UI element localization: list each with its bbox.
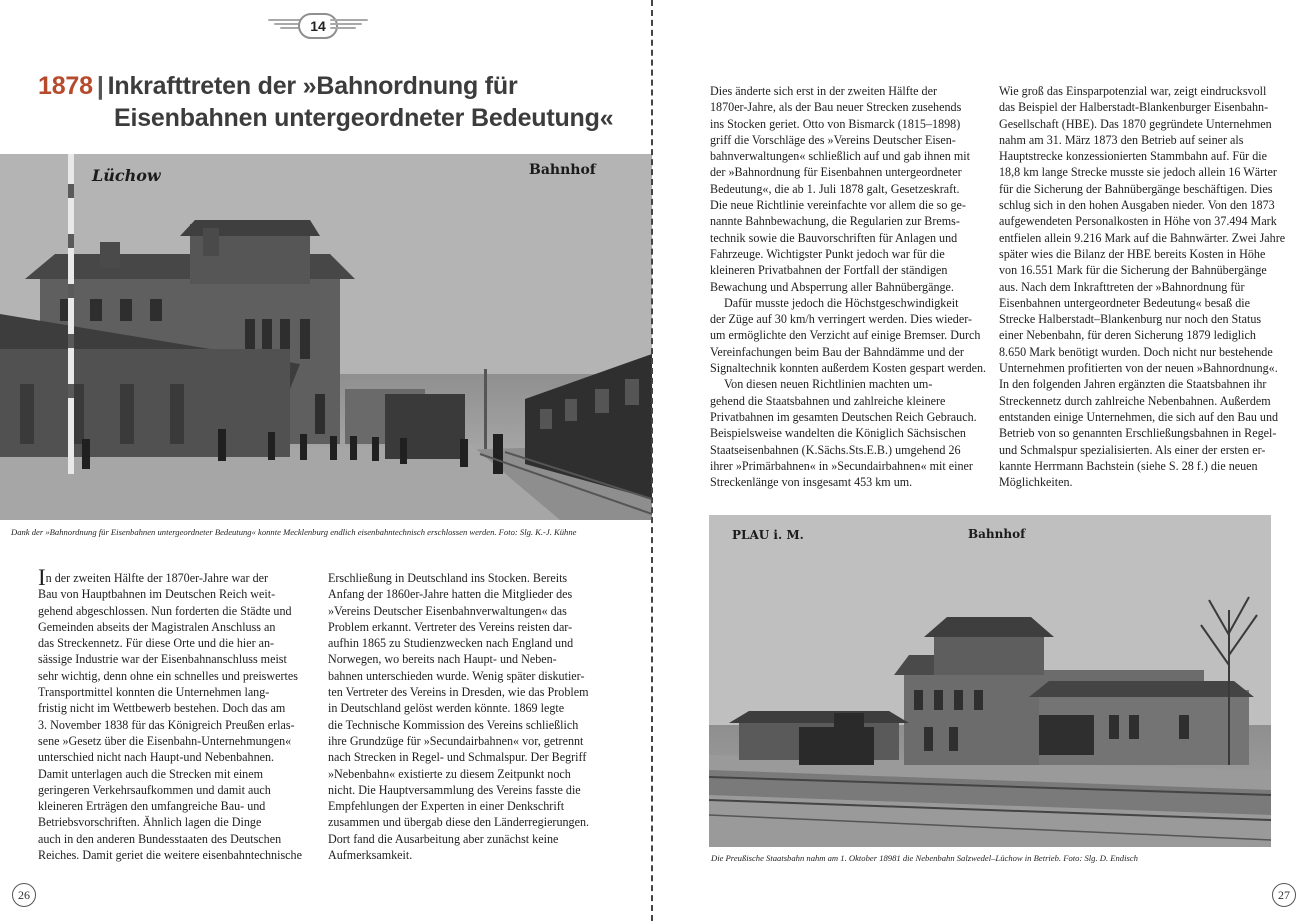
text-line: kleineren Erträgen den umfangreiche Bau- und: [38, 799, 266, 814]
chapter-number: 14: [298, 13, 338, 39]
text-line: Erschließung in Deutschland ins Stocken. Bereits: [328, 571, 568, 585]
text-line: von 16.551 Mark für die Sicherung der Bahnübergänge: [999, 263, 1267, 278]
text-line: auch in den anderen Bundesstaaten des Deutschen: [38, 831, 282, 846]
text-line: nicht. Die Hauptversammlung des Vereins fasste die: [328, 782, 581, 797]
text-line: fristig nicht im Wettbewerb bestehen. Doch das am: [38, 701, 286, 716]
text-line: bahnen unterschieden wurde. Wenig später diskutier-: [328, 668, 585, 683]
chapter-badge: [268, 13, 368, 41]
text-line: bahnverwaltungen« schließlich auf und gab ihnen mit: [710, 149, 970, 164]
text-line: Dafür musste jedoch die Höchstgeschwindigkeit: [724, 295, 959, 310]
text-line: um ermöglichte den Verzicht auf einige Bremser. Durch: [710, 328, 981, 343]
text-line: das Beispiel der Halberstadt-Blankenburger Eisenbahn-: [999, 100, 1269, 115]
photo-plau-station: [709, 515, 1271, 847]
text-line: nannte Bahnbewachung, die Regularien zur Brems-: [710, 214, 960, 229]
text-line: entstanden einige Unternehmen, die sich auf den Bau und: [999, 409, 1279, 424]
text-line: Eisenbahnen untergeordneter Bedeutung« besaß die: [999, 295, 1250, 310]
photo2-town-label: PLAU i. M.: [732, 528, 804, 542]
text-line: 8.650 Mark benötigt wurden. Doch nicht nur bestehende: [999, 344, 1273, 359]
text-line: Bau von Hauptbahnen im Deutschen Reich weit-: [38, 587, 276, 602]
text-line: »Nebenbahn« existierte zu diesem Zeitpunkt noch: [328, 766, 571, 781]
text-line: Streckenlänge von insgesamt 453 km um.: [710, 475, 913, 490]
text-line: ins Stocken geriet. Otto von Bismarck (1815–1898): [710, 116, 961, 131]
text-line: aufgewendeten Personalkosten in Höhe von 37.494 Mark: [999, 214, 1277, 229]
text-line: Dort fand die Ausarbeitung aber zunächst keine: [328, 831, 559, 846]
text-line: Hauptstrecke konzessionierten Stammbahn auf. Für die: [999, 149, 1268, 164]
text-line: kleineren Privatbahnen der Fortfall der ständigen: [710, 263, 948, 278]
photo2-caption: Die Preußische Staatsbahn nahm am 1. Oktober 18981 die Nebenbahn Salzwedel–Lüchow in Betrieb. Foto: Slg. D. Endisch: [711, 853, 1138, 863]
text-line: Fahrzeuge. Wichtigster Punkt jedoch war für die: [710, 246, 945, 261]
text-line: ihre Grundzüge für »Secundairbahnen« vor, getrennt: [328, 733, 584, 748]
right-column-1: [710, 83, 987, 490]
text-line: Von diesen neuen Richtlinien machten um-: [724, 377, 933, 392]
wing-right-icon: [330, 19, 368, 33]
photo1-caption: Dank der »Bahnordnung für Eisenbahnen untergeordneter Bedeutung« konnte Mecklenburg endlich eisenbahntechnisch erschlossen werden. Foto: Slg. K.-J. Kühne: [11, 527, 577, 537]
text-line: Bewachung und Absperrung aller Bahnübergänge.: [710, 279, 954, 294]
text-line: die Technische Kommission des Vereins schließlich: [328, 717, 579, 732]
text-line: unterschied nicht nach Haupt-und Nebenbahnen.: [38, 750, 275, 765]
left-col2-paragraph: [328, 570, 608, 863]
text-line: schlug sich in den hohen Ausgaben nieder. Von den 1873: [999, 198, 1275, 213]
page-number-left: 26: [12, 883, 36, 907]
text-line: sehr wichtig, denn ohne ein schnelles und preiswertes: [38, 668, 298, 683]
text-line: und Schmalspur spezialisierten. Als einer der ersten er-: [999, 442, 1266, 457]
text-line: in Deutschland gelöst werden könnte. 1869 legte: [328, 701, 565, 716]
text-line: für die Sicherung der Bahnübergänge beschäftigen. Dies: [999, 181, 1273, 196]
text-line: Betrieb von so genannten Erschließungsbahnen in Regel-: [999, 426, 1277, 441]
headline-line1: Inkrafttreten der »Bahnordnung für: [107, 72, 518, 100]
text-line: 18,8 km lange Strecke musste sie jedoch allein 16 Wärter: [999, 165, 1277, 180]
text-line: ten Vertreter des Vereins in Dresden, wie das Problem: [328, 685, 589, 700]
text-line: Strecke Halberstadt–Blankenburg nur noch den Status: [999, 312, 1262, 327]
text-line: 3. November 1838 für das Königreich Preußen erlas-: [38, 717, 295, 732]
headline-year: 1878: [38, 72, 93, 100]
text-line: gehend die Staatsbahnen und zahlreiche kleinere: [710, 393, 946, 408]
text-line: sene »Gesetz über die Eisenbahn-Unternehmungen«: [38, 733, 292, 748]
text-line: Transportmittel konnten die Unternehmen lang-: [38, 685, 270, 700]
text-line: der »Bahnordnung für Eisenbahnen untergeordneter: [710, 165, 962, 180]
left-column-2: [328, 570, 608, 863]
text-line: Problem erkannt. Vertreter des Vereins reisten dar-: [328, 619, 573, 634]
photo1-station-label: Bahnhof: [529, 162, 596, 178]
text-line: Norwegen, wo bereits nach Haupt- und Neben-: [328, 652, 557, 667]
text-line: einer Nebenbahn, für deren Sicherung 1879 lediglich: [999, 328, 1256, 343]
text-line: Empfehlungen der Experten in einer Denkschrift: [328, 799, 565, 814]
text-line: Signaltechnik konnten außerdem Kosten gespart werden.: [710, 361, 987, 376]
text-line: Dies änderte sich erst in der zweiten Hälfte der: [710, 84, 937, 98]
text-line: kannte Herrmann Bachstein (siehe S. 28 f.) die neuen: [999, 458, 1258, 473]
right-column-2: [999, 83, 1286, 490]
text-line: Gesellschaft (HBE). Das 1870 gegründete Unternehmen: [999, 116, 1272, 131]
text-line: Aufmerksamkeit.: [328, 848, 413, 863]
text-line: aus. Nach dem Inkrafttreten der »Bahnordnung für: [999, 279, 1245, 294]
text-line: zusammen und übergab diese den Länderregierungen.: [328, 815, 590, 830]
text-line: entfielen allein 9.216 Mark auf die Bahnwärter. Zwei Jahre: [999, 230, 1286, 245]
text-line: Betriebsvorschriften. Ähnlich lagen die Dinge: [38, 815, 262, 830]
text-line: Staatseisenbahnen (K.Sächs.Sts.E.B.) umgehend 26: [710, 442, 961, 457]
photo1-town-label: Lüchow: [92, 166, 161, 185]
text-line: nach Strecken in Regel- und Schmalspur. Der Begriff: [328, 750, 587, 765]
text-line: Unternehmen profitierten von der neuen »Bahnordnung«.: [999, 361, 1278, 376]
station-illustration: [0, 154, 652, 520]
text-line: Möglichkeiten.: [999, 475, 1073, 490]
text-line: In den folgenden Jahren ergänzten die Staatsbahnen ihr: [999, 377, 1267, 392]
chapter-headline: [38, 70, 618, 134]
text-line: griff die Vorschläge des »Vereins Deutscher Eisen-: [710, 132, 956, 147]
right-col2-paragraph: [999, 83, 1286, 490]
text-line: In der zweiten Hälfte der 1870er-Jahre war der: [38, 565, 269, 590]
headline-separator: |: [96, 72, 104, 100]
page-fold-line: [651, 0, 653, 921]
photo-luechow-station: [0, 154, 652, 520]
right-col1-paragraph-1: [710, 83, 987, 490]
text-line: Reiches. Damit geriet die weitere eisenbahntechnische: [38, 848, 302, 863]
page-number-right: 27: [1272, 883, 1296, 907]
text-line: Bedeutung«, die ab 1. Juli 1878 galt, Gesetzeskraft.: [710, 181, 960, 196]
text-line: Wie groß das Einsparpotenzial war, zeigt eindrucksvoll: [999, 84, 1267, 98]
text-line: sässige Industrie war der Eisenbahnanschluss meist: [38, 652, 287, 667]
text-line: Streckennetz durch zahlreiche Nebenbahnen. Außerdem: [999, 393, 1271, 408]
text-line: ihrer »Primärbahnen« in »Secundairbahnen« mit einer: [710, 458, 973, 473]
left-column-1: [38, 565, 308, 863]
text-line: geringeren Verkehrsaufkommen und damit auch: [38, 782, 271, 797]
text-line: Privatbahnen im gesamten Deutschen Reich Gebrauch.: [710, 409, 977, 424]
photo2-station-label: Bahnhof: [968, 527, 1026, 541]
text-line: Beispielsweise wandelten die Königlich Sächsischen: [710, 426, 966, 441]
drop-cap: I: [38, 565, 46, 590]
text-line: der Züge auf 30 km/h verringert werden. Dies wieder-: [710, 312, 973, 327]
text-line: Anfang der 1860er-Jahre hatten die Mitglieder des: [328, 587, 573, 602]
text-line: Damit unterlagen auch die Strecken mit einem: [38, 766, 263, 781]
text-line: gehend abgeschlossen. Nun forderten die Städte und: [38, 603, 292, 618]
text-line: nahm am 31. März 1873 den Betrieb auf seiner als: [999, 132, 1244, 147]
text-line: technik sowie die Bauvorschriften für Anlagen und: [710, 230, 958, 245]
text-line: 1870er-Jahre, als der Bau neuer Strecken zusehends: [710, 100, 962, 115]
headline-line2: Eisenbahnen untergeordneter Bedeutung«: [114, 104, 614, 132]
text-line: »Vereins Deutscher Eisenbahnverwaltungen« das: [328, 603, 567, 618]
text-line: aufhin 1865 zu Studienzwecken nach England und: [328, 636, 574, 651]
station-illustration: [709, 515, 1271, 847]
text-line: Vereinfachungen beim Bau der Bahndämme und der: [710, 344, 964, 359]
text-line: Die neue Richtlinie vereinfachte vor allem die so ge-: [710, 198, 966, 213]
text-line: Gemeinden abseits der Magistralen Anschluss an: [38, 619, 276, 634]
left-col1-paragraph: [38, 565, 308, 863]
text-line: das Streckennetz. Für diese Orte und die hier an-: [38, 636, 275, 651]
text-line: später wies die Bilanz der HBE bereits Kosten in Höhe: [999, 246, 1266, 261]
